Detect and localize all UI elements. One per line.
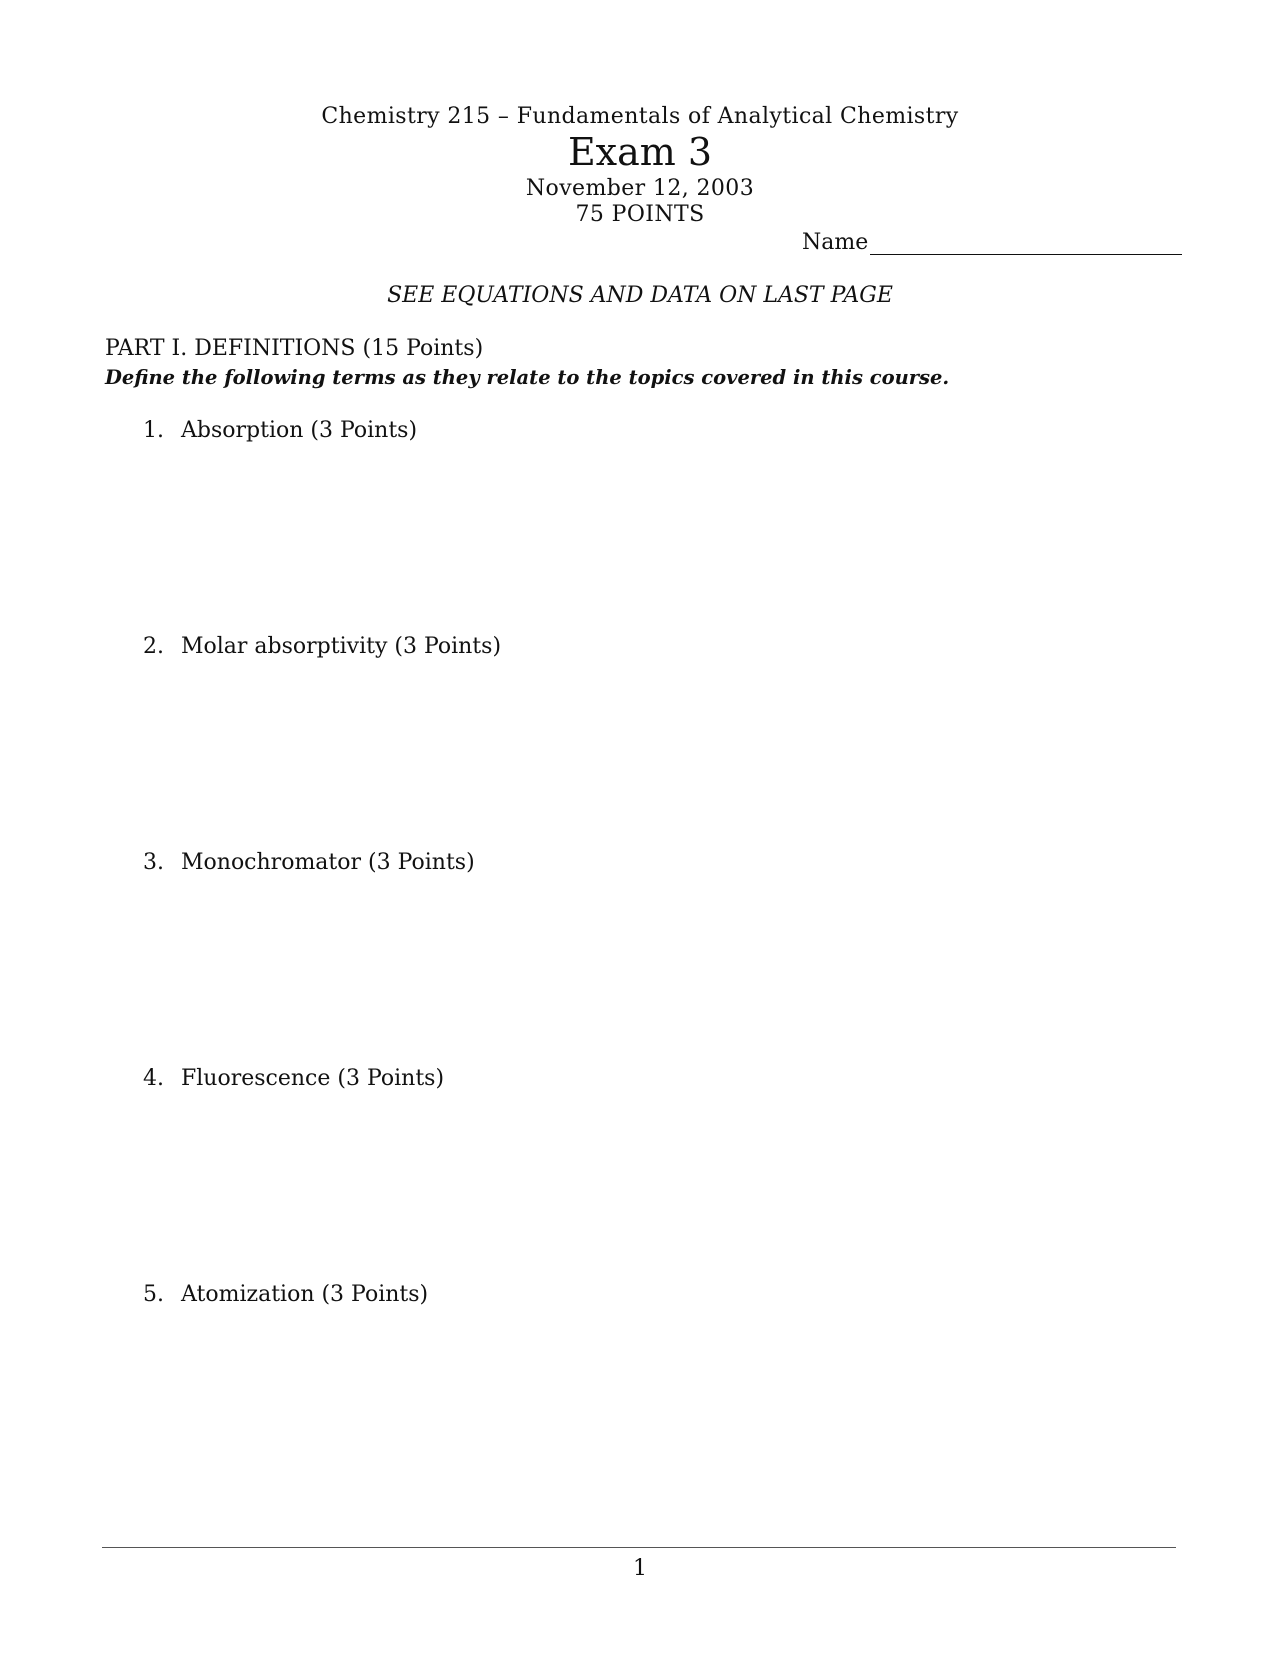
question-text: Molar absorptivity (3 Points) bbox=[181, 634, 502, 659]
exam-date: November 12, 2003 bbox=[525, 176, 755, 201]
footer-divider bbox=[102, 1547, 1176, 1548]
question-text: Absorption (3 Points) bbox=[181, 418, 418, 443]
question-2 bbox=[143, 634, 501, 659]
question-number: 3. bbox=[143, 850, 164, 875]
question-number: 2. bbox=[143, 634, 164, 659]
exam-title: Exam 3 bbox=[567, 130, 713, 174]
question-5 bbox=[143, 1282, 428, 1307]
part1-instructions: Define the following terms as they relate to the topics covered in this course. bbox=[105, 366, 950, 389]
question-text: Fluorescence (3 Points) bbox=[181, 1066, 445, 1091]
question-text: Monochromator (3 Points) bbox=[181, 850, 475, 875]
question-text: Atomization (3 Points) bbox=[181, 1282, 429, 1307]
question-number: 4. bbox=[143, 1066, 164, 1091]
question-4 bbox=[143, 1066, 444, 1091]
question-3 bbox=[143, 850, 475, 875]
equations-note: SEE EQUATIONS AND DATA ON LAST PAGE bbox=[387, 283, 893, 308]
name-field bbox=[802, 230, 1182, 255]
course-title: Chemistry 215 – Fundamentals of Analytical Chemistry bbox=[321, 104, 959, 129]
question-1 bbox=[143, 418, 417, 443]
name-label: Name bbox=[802, 230, 869, 255]
name-blank-line bbox=[870, 232, 1182, 255]
question-number: 1. bbox=[143, 418, 164, 443]
page-number: 1 bbox=[633, 1556, 647, 1581]
exam-total-points: 75 POINTS bbox=[575, 202, 705, 227]
part1-heading: PART I. DEFINITIONS (15 Points) bbox=[105, 336, 484, 361]
question-number: 5. bbox=[143, 1282, 164, 1307]
